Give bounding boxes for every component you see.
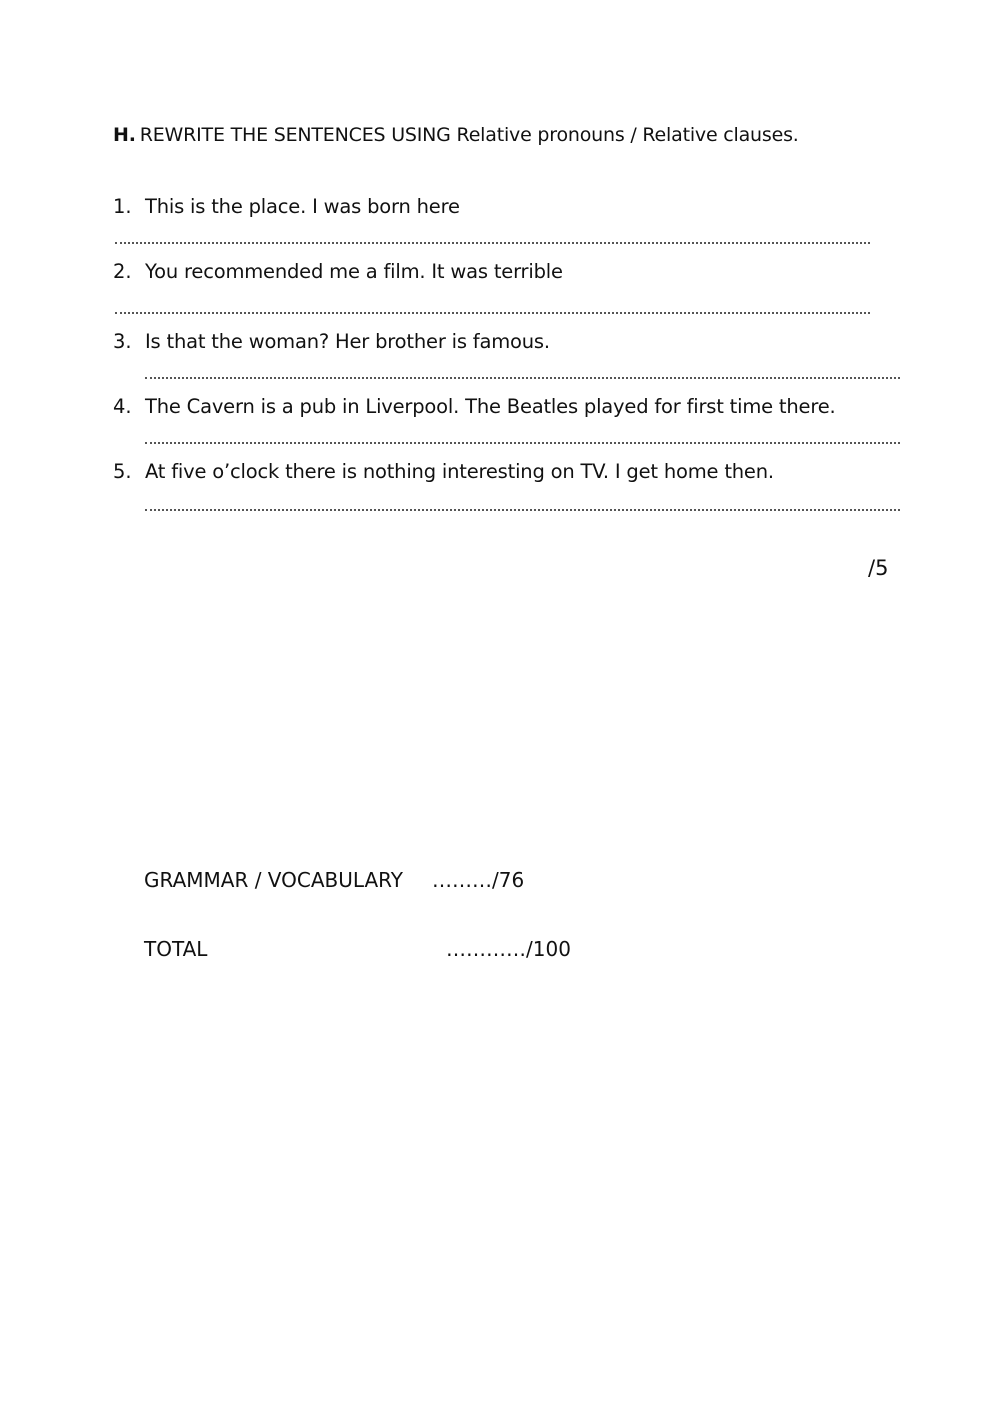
question-number: 3. (113, 330, 132, 353)
section-letter: H. (113, 124, 136, 146)
grammar-vocabulary-label: GRAMMAR / VOCABULARY (144, 868, 404, 892)
question-text: You recommended me a film. It was terrible (145, 260, 563, 283)
total-score: …………/100 (446, 937, 571, 961)
question-number: 5. (113, 460, 132, 483)
question-number: 1. (113, 195, 132, 218)
section-heading (113, 124, 799, 146)
answer-line[interactable] (115, 242, 870, 244)
grammar-vocabulary-score: ………/76 (432, 868, 525, 892)
question-text: Is that the woman? Her brother is famous. (145, 330, 550, 353)
question-text: This is the place. I was born here (145, 195, 460, 218)
section-score: /5 (868, 556, 889, 580)
question-number: 4. (113, 395, 132, 418)
question-text: The Cavern is a pub in Liverpool. The Beatles played for first time there. (145, 395, 836, 418)
total-label: TOTAL (144, 937, 208, 961)
answer-line[interactable] (145, 509, 900, 511)
question-text: At five o’clock there is nothing interesting on TV. I get home then. (145, 460, 774, 483)
answer-line[interactable] (145, 442, 900, 444)
answer-line[interactable] (115, 312, 870, 314)
answer-line[interactable] (145, 377, 900, 379)
question-number: 2. (113, 260, 132, 283)
section-instruction: REWRITE THE SENTENCES USING Relative pronouns / Relative clauses. (139, 124, 799, 146)
